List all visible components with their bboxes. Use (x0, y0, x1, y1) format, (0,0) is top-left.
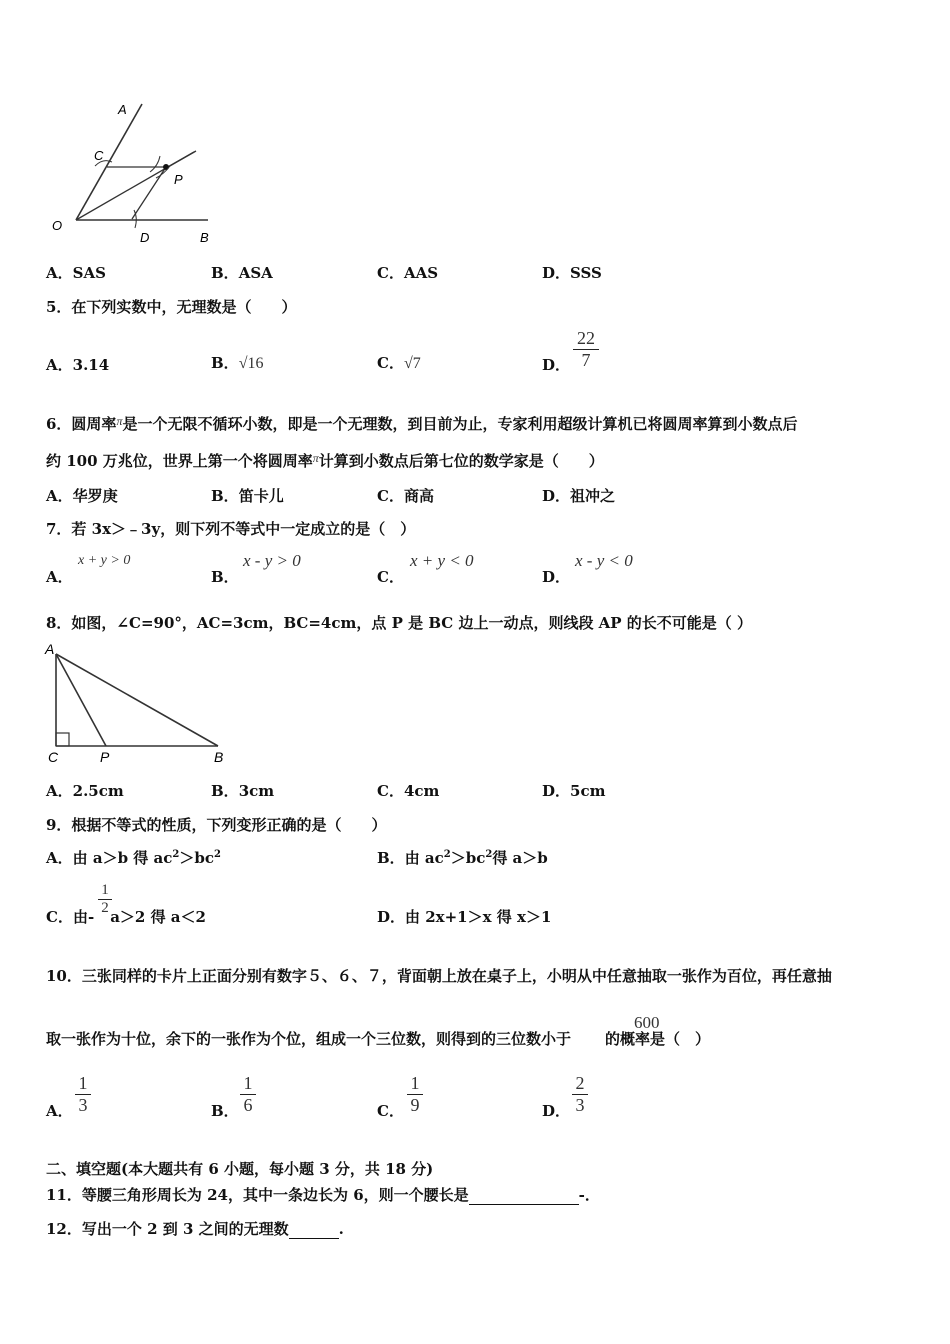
q7-stem: 7．若 3x＞﹣3y，则下列不等式中一定成立的是（ ） (46, 520, 416, 538)
fig2-label-C: C (48, 749, 59, 765)
q8-option-b[interactable]: B．3cm (211, 782, 275, 800)
q10-option-b-fraction: 1 6 (240, 1073, 256, 1116)
q4-option-b[interactable]: B．ASA (211, 264, 273, 282)
q7-option-d-expr: x - y < 0 (575, 551, 633, 570)
angle-bisector-figure (46, 96, 226, 246)
q6-option-c[interactable]: C．商高 (377, 487, 434, 505)
q7-option-c[interactable]: C． (377, 568, 404, 586)
q10-option-b[interactable]: B． (211, 1102, 239, 1120)
q10-option-a-fraction: 1 3 (75, 1073, 91, 1116)
q7-option-b[interactable]: B． (211, 568, 239, 586)
q5-option-c[interactable]: C．√7 (377, 354, 421, 372)
q8-stem: 8．如图，∠C=90°，AC=3cm，BC=4cm，点 P 是 BC 边上一动点，则线段 AP 的长不可能是（ ） (46, 614, 753, 632)
q5-option-b[interactable]: B．√16 (211, 354, 264, 372)
q12-answer-blank[interactable] (289, 1220, 339, 1239)
q9-option-a[interactable]: A．由 a＞b 得 $ac^2>bc^2$ (46, 849, 221, 867)
q10-option-c[interactable]: C． (377, 1102, 404, 1120)
q8-option-a[interactable]: A．2.5cm (46, 782, 124, 800)
fig1-label-A: A (118, 102, 127, 117)
q7-option-a-expr: x + y > 0 (78, 553, 131, 568)
fig1-label-P: P (174, 172, 183, 187)
q6-option-d[interactable]: D．祖冲之 (542, 487, 616, 505)
q7-option-b-expr: x - y > 0 (243, 551, 301, 570)
q10-option-c-fraction: 1 9 (407, 1073, 423, 1116)
q4-option-d[interactable]: D．SSS (542, 264, 602, 282)
q7-option-a[interactable]: A． (46, 568, 73, 586)
q10-option-d[interactable]: D． (542, 1102, 571, 1120)
q9-option-b[interactable]: B．由 $ac^2>bc^2$得 a＞b (377, 849, 548, 867)
q10-option-d-fraction: 2 3 (572, 1073, 588, 1116)
fig1-label-O: O (52, 218, 63, 233)
q12-line: 12．写出一个 2 到 3 之间的无理数 . (46, 1220, 344, 1238)
q8-option-c[interactable]: C．4cm (377, 782, 440, 800)
fig2-label-B: B (214, 749, 224, 765)
q8-option-d[interactable]: D．5cm (542, 782, 606, 800)
q11-line: 11．等腰三角形周长为 24，其中一条边长为 6，则一个腰长是 -． (46, 1186, 600, 1204)
q10-line-2: 取一张作为十位，余下的一张作为个位，组成一个三位数，则得到的三位数小于 的概率是（ ） (46, 1030, 711, 1048)
q10-number-600: 600 (634, 1013, 660, 1032)
q10-option-a[interactable]: A． (46, 1102, 73, 1120)
q7-option-c-expr: x + y < 0 (410, 551, 474, 570)
right-triangle-figure (42, 638, 242, 766)
q5-option-a[interactable]: A．3.14 (46, 356, 110, 374)
fig1-label-D: D (140, 230, 150, 245)
q11-answer-blank[interactable] (469, 1186, 579, 1205)
fig1-label-C: C (94, 148, 104, 163)
section-2-title: 二、填空题(本大题共有 6 小题，每小题 3 分，共 18 分) (46, 1160, 434, 1178)
q6-line-2: 约 100 万兆位，世界上第一个将圆周率$^\pi$计算到小数点后第七位的数学家是（ ） (46, 451, 604, 470)
pi-symbol: π (116, 414, 123, 428)
q5-stem: 5．在下列实数中，无理数是（ ） (46, 298, 297, 316)
q6-option-a[interactable]: A．华罗庚 (46, 487, 118, 505)
q4-option-c[interactable]: C．AAS (377, 264, 439, 282)
q4-option-a[interactable]: A．SAS (46, 264, 106, 282)
pi-symbol: π (312, 451, 319, 465)
q9-fraction-1-2: 1 2 (98, 882, 112, 917)
q5-option-d[interactable]: D． (542, 356, 571, 374)
q5-fraction-22-7: 22 7 (573, 328, 599, 371)
fig2-label-A: A (45, 641, 55, 657)
q7-option-d[interactable]: D． (542, 568, 571, 586)
q9-option-d[interactable]: D．由 2x+1＞x 得 x＞1 (377, 908, 552, 926)
q9-option-c[interactable]: C．由- a＞2 得 a＜2 (46, 908, 206, 926)
fig1-label-B: B (200, 230, 209, 245)
q6-line-1: 6．圆周率$^\pi$是一个无限不循环小数，即是一个无理数，到目前为止，专家利用超级计算机已将圆周率算到小数点后 (46, 414, 798, 433)
q10-line-1: 10．三张同样的卡片上正面分别有数字５、６、７，背面朝上放在桌子上，小明从中任意抽取一张作为百位，再任意抽 (46, 967, 832, 985)
q6-option-b[interactable]: B．笛卡儿 (211, 487, 284, 505)
fig2-label-P: P (100, 749, 110, 765)
q9-stem: 9．根据不等式的性质，下列变形正确的是（ ） (46, 816, 387, 834)
